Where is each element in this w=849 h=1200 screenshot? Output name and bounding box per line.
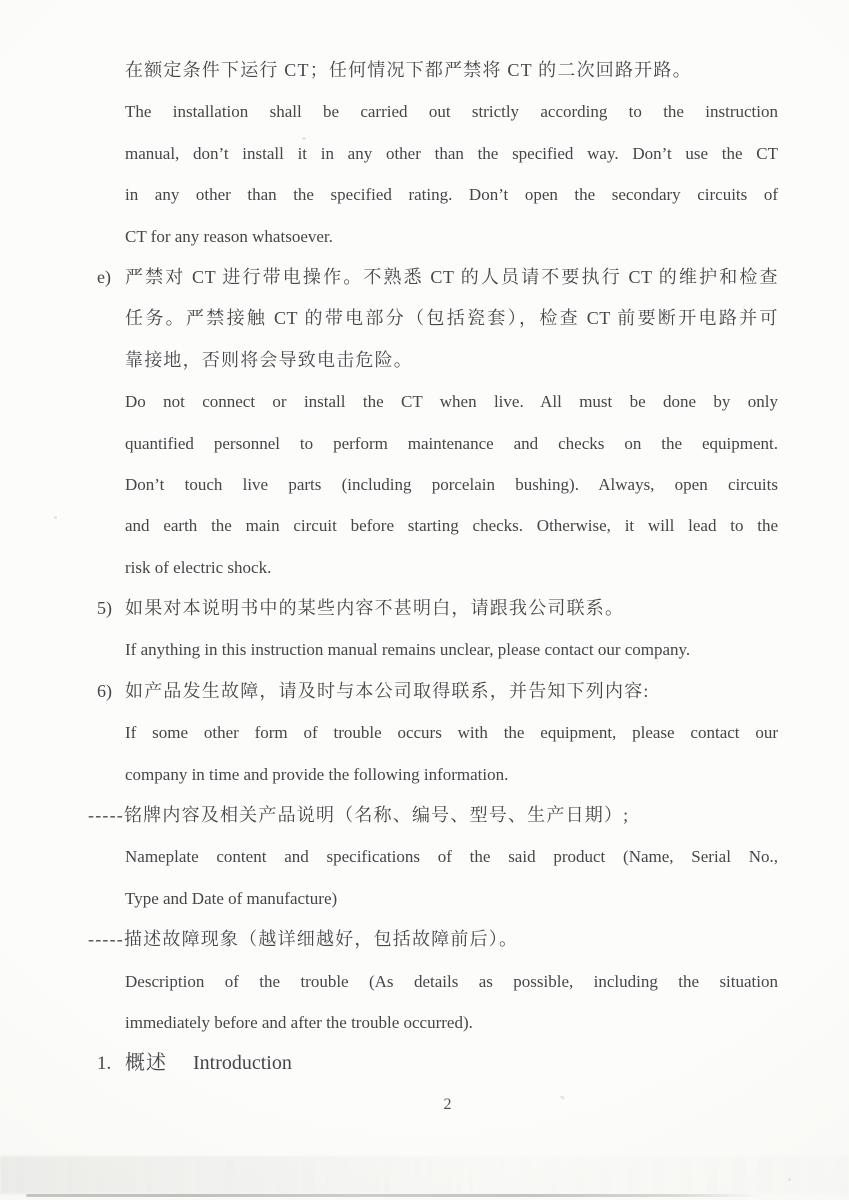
text-line: CT for any reason whatsoever. (125, 226, 333, 246)
list-item-6-cn (97, 671, 778, 712)
list-label: 5) (97, 598, 112, 619)
text-line: Type and Date of manufacture) (125, 888, 338, 908)
list-label: 1. (97, 1053, 112, 1075)
list-item-e-cn (97, 257, 778, 381)
dash-item-nameplate-cn (88, 795, 778, 836)
para-en-live-work (125, 381, 778, 588)
para-en-contact-unclear (125, 629, 778, 670)
text-line: 如产品发生故障，请及时与本公司取得联系，并告知下列内容: (125, 680, 650, 701)
heading-introduction (97, 1043, 778, 1084)
text-line: Description of the trouble (As details as possible, including the situation (125, 971, 778, 991)
scan-speck (788, 1178, 791, 1181)
para-en-nameplate (125, 836, 778, 919)
text-line: If some other form of trouble occurs with the equipment, please contact our (125, 723, 778, 743)
text-line: If anything in this instruction manual remains unclear, please contact our company. (125, 640, 691, 660)
para-en-installation (125, 91, 778, 257)
list-label: e) (97, 266, 111, 287)
para-cn-rated-operation (125, 50, 778, 91)
text-line: immediately before and after the trouble occurred). (125, 1012, 473, 1032)
heading-title-cn: 概述 (125, 1052, 167, 1075)
text-line: Nameplate content and specifications of the said product (Name, Serial No., (125, 847, 778, 867)
text-line: -----铭牌内容及相关产品说明（名称、编号、型号、生产日期）; (88, 805, 630, 826)
text-line: 严禁对 CT 进行带电操作。不熟悉 CT 的人员请不要执行 CT 的维护和检查 (125, 266, 778, 287)
dash-item-trouble-cn (88, 919, 778, 960)
text-line: 靠接地，否则将会导致电击危险。 (125, 349, 413, 370)
text-line: quantified personnel to perform maintenance and checks on the equipment. (125, 433, 778, 453)
text-line: Don’t touch live parts (including porcelain bushing). Always, open circuits (125, 474, 778, 494)
text-line: The installation shall be carried out strictly according to the instruction (125, 102, 778, 122)
heading-title-en: Introduction (193, 1052, 292, 1075)
scan-speck (302, 137, 306, 140)
para-en-trouble-contact (125, 712, 778, 795)
text-line: -----描述故障现象（越详细越好，包括故障前后）。 (88, 929, 519, 950)
page-number: 2 (443, 1096, 452, 1113)
text-line: and earth the main circuit before starting checks. Otherwise, it will lead to the (125, 516, 778, 536)
text-line: 任务。严禁接触 CT 的带电部分（包括瓷套），检查 CT 前要断开电路并可 (125, 308, 778, 329)
text-line: risk of electric shock. (125, 557, 272, 577)
text-line: Do not connect or install the CT when live. All must be done by only (125, 392, 778, 412)
scan-speck (54, 516, 57, 519)
scan-edge-line (26, 1194, 762, 1197)
text-line: in any other than the specified rating. Don’t open the secondary circuits of (125, 185, 778, 205)
para-en-trouble-description (125, 961, 778, 1044)
text-line: 在额定条件下运行 CT；任何情况下都严禁将 CT 的二次回路开路。 (125, 60, 692, 80)
list-label: 6) (97, 680, 112, 701)
text-line: company in time and provide the following information. (125, 764, 509, 784)
document-body (0, 50, 849, 1085)
scan-shadow-band (0, 1156, 849, 1194)
list-item-5-cn (97, 588, 778, 629)
text-line: 如果对本说明书中的某些内容不甚明白，请跟我公司联系。 (125, 598, 625, 619)
text-line: manual, don’t install it in any other than the specified way. Don’t use the CT (125, 143, 778, 163)
